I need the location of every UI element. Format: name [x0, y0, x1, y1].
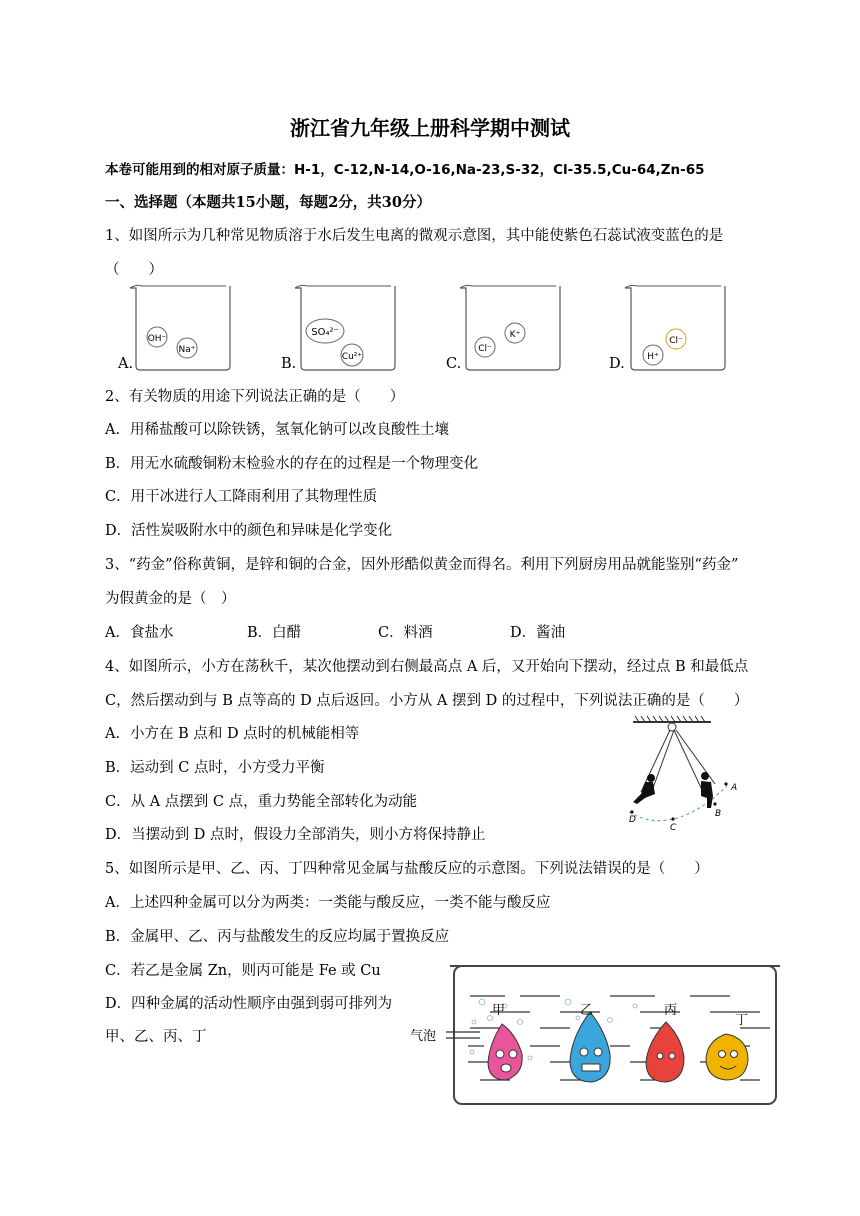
q4-option-c: C．从 A 点摆到 C 点，重力势能全部转化为动能 [105, 794, 418, 810]
beaker-d-label: D. [609, 356, 625, 372]
q2-option-c: C．用干冰进行人工降雨利用了其物理性质 [105, 489, 378, 505]
q1-stem-line1: 1、如图所示为几种常见物质溶于水后发生电离的微观示意图，其中能使紫色石蕊试液变蓝色的是 [105, 228, 724, 244]
q4-stem-line1: 4、如图所示，小方在荡秋千，某次他摆动到右侧最高点 A 后，又开始向下摆动，经过点 B 和最低点 [105, 659, 749, 675]
ion-cl-c: Cl⁻ [478, 344, 492, 354]
q5-option-d: D．四种金属的活动性顺序由强到弱可排列为 [105, 996, 393, 1012]
label-jia: 甲 [492, 1003, 506, 1018]
q5-option-c: C．若乙是金属 Zn，则丙可能是 Fe 或 Cu [105, 963, 381, 979]
metal-yi [570, 1012, 610, 1082]
ion-oh: OH⁻ [147, 334, 167, 344]
q3-option-c: C．料酒 [378, 625, 433, 641]
metal-ding [706, 1034, 748, 1080]
ion-na: Na⁺ [178, 345, 196, 355]
q5-option-d-cont: 甲、乙、丙、丁 [105, 1029, 207, 1045]
page-title: 浙江省九年级上册科学期中测试 [290, 116, 570, 140]
q5-stem: 5、如图所示是甲、乙、丙、丁四种常见金属与盐酸反应的示意图。下列说法错误的是（ ） [105, 861, 709, 877]
point-label-a: A [731, 783, 738, 793]
q3-stem-line1: 3、“药金”俗称黄铜，是锌和铜的合金，因外形酷似黄金而得名。利用下列厨房用品就能鉴别“药金” [105, 557, 739, 573]
beaker-d [625, 285, 725, 370]
beaker-a [130, 285, 230, 370]
q2-option-d: D．活性炭吸附水中的颜色和异味是化学变化 [105, 523, 393, 539]
q4-option-a: A．小方在 B 点和 D 点时的机械能相等 [105, 726, 360, 742]
q1-stem-line2: （ ） [105, 262, 163, 278]
swing-figure [615, 716, 745, 836]
q3-option-a: A．食盐水 [105, 625, 174, 641]
metal-bing [646, 1022, 684, 1082]
bubble-label: 气泡 [410, 1029, 437, 1044]
ion-so4: SO₄²⁻ [311, 327, 339, 338]
swinger-left [633, 774, 655, 804]
beaker-b [295, 285, 395, 370]
atomic-mass-line: 本卷可能用到的相对原子质量：H-1，C-12,N-14,O-16,Na-23,S-32，Cl-35.5,Cu-64,Zn-65 [105, 162, 705, 178]
q2-option-b: B．用无水硫酸铜粉末检验水的存在的过程是一个物理变化 [105, 456, 479, 472]
q2-stem: 2、有关物质的用途下列说法正确的是（ ） [105, 389, 405, 405]
metal-jia [488, 1024, 522, 1080]
swinger-right [701, 772, 713, 808]
ion-cu: Cu²⁺ [341, 352, 363, 362]
section-heading: 一、选择题（本题共15小题，每题2分，共30分） [105, 194, 431, 211]
point-label-d: D [629, 815, 636, 825]
q3-option-d: D．酱油 [510, 625, 566, 641]
beaker-a-label: A. [118, 356, 134, 372]
label-ding: 丁 [735, 1013, 749, 1028]
q4-option-b: B．运动到 C 点时，小方受力平衡 [105, 760, 325, 776]
ion-k: K⁺ [509, 330, 521, 340]
q3-stem-line2: 为假黄金的是（ ） [105, 591, 236, 607]
ion-h: H⁺ [647, 352, 659, 362]
point-label-c: C [670, 823, 677, 833]
beaker-c [460, 285, 560, 370]
beaker-c-label: C. [446, 356, 462, 372]
q2-option-a: A．用稀盐酸可以除铁锈，氢氧化钠可以改良酸性土壤 [105, 422, 449, 438]
metal-reaction-figure [410, 962, 790, 1112]
q5-option-b: B．金属甲、乙、丙与盐酸发生的反应均属于置换反应 [105, 929, 450, 945]
ion-cl-d: Cl⁻ [669, 336, 683, 346]
q5-option-a: A．上述四种金属可以分为两类：一类能与酸反应，一类不能与酸反应 [105, 895, 551, 911]
beaker-b-label: B. [281, 356, 297, 372]
label-yi: 乙 [580, 1003, 594, 1018]
label-bing: 丙 [664, 1003, 678, 1018]
q4-option-d: D．当摆动到 D 点时，假设力全部消失，则小方将保持静止 [105, 827, 486, 843]
point-label-b: B [715, 809, 722, 819]
q3-option-b: B．白醋 [247, 625, 302, 641]
q4-stem-line2: C，然后摆动到与 B 点等高的 D 点后返回。小方从 A 摆到 D 的过程中，下列说法正确的是（ ） [105, 693, 749, 709]
